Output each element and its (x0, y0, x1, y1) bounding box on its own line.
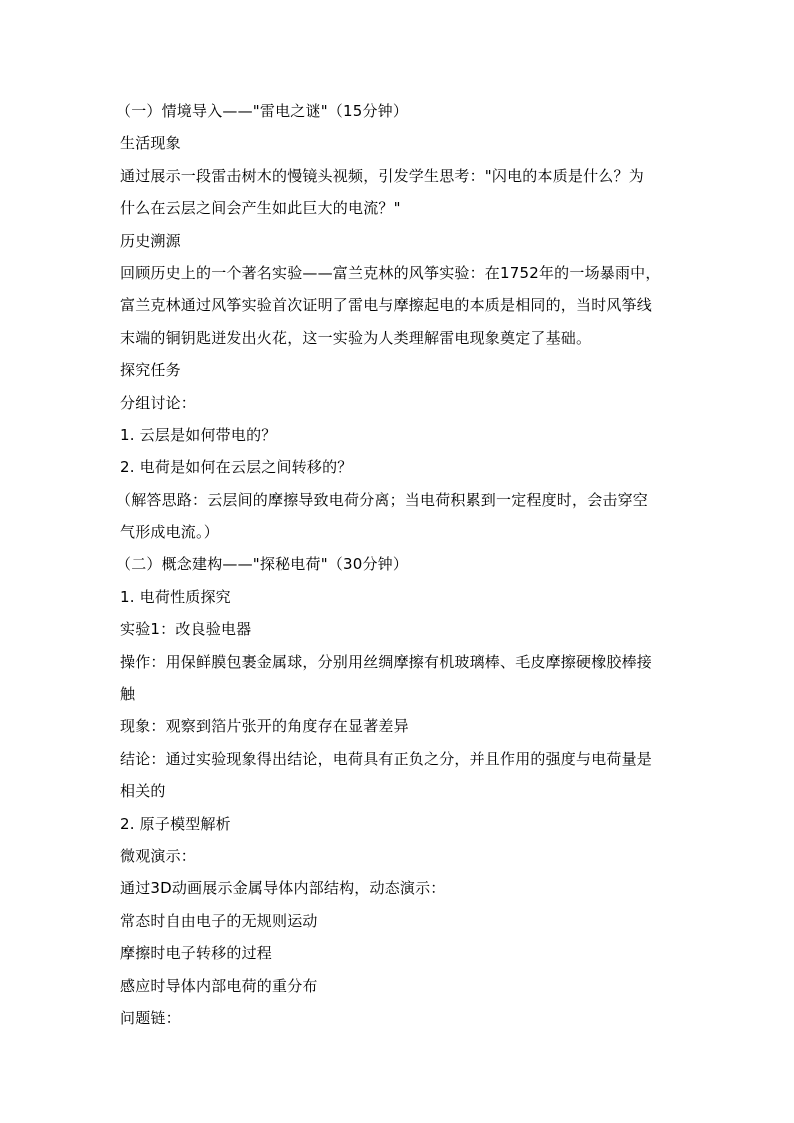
paragraph-line: 富兰克林通过风筝实验首次证明了雷电与摩擦起电的本质是相同的，当时风筝线 (120, 296, 653, 315)
section-heading-1: （一）情境导入——"雷电之谜"（15分钟） (116, 102, 409, 120)
paragraph-line: 分组讨论： (120, 393, 197, 412)
paragraph-line: 现象：观察到箔片张开的角度存在显著差异 (120, 717, 409, 736)
paragraph-line: 回顾历史上的一个著名实验——富兰克林的风筝实验：在1752年的一场暴雨中， (120, 263, 661, 282)
subheading-life-phenomenon: 生活现象 (120, 134, 181, 153)
paragraph-line: 末端的铜钥匙迸发出火花，这一实验为人类理解雷电现象奠定了基础。 (120, 328, 592, 347)
paragraph-line: 操作：用保鲜膜包裹金属球，分别用丝绸摩擦有机玻璃棒、毛皮摩擦硬橡胶棒接 (120, 652, 653, 671)
list-item: 1. 电荷性质探究 (120, 587, 231, 606)
paragraph-line: 通过3D动画展示金属导体内部结构，动态演示： (120, 879, 446, 898)
paragraph-line: 问题链： (120, 1008, 181, 1027)
subheading-inquiry-task: 探究任务 (120, 361, 181, 380)
paragraph-line: 常态时自由电子的无规则运动 (120, 911, 318, 930)
list-item: 2. 电荷是如何在云层之间转移的？ (120, 458, 353, 477)
paragraph-line: 感应时导体内部电荷的重分布 (120, 976, 318, 995)
paragraph-line: 通过展示一段雷击树木的慢镜头视频，引发学生思考："闪电的本质是什么？为 (120, 166, 644, 185)
section-heading-2: （二）概念建构——"探秘电荷"（30分钟） (116, 555, 409, 574)
paragraph-line: 微观演示： (120, 846, 197, 865)
paragraph-line: 气形成电流。） (120, 523, 219, 542)
subheading-history: 历史溯源 (120, 231, 181, 250)
paragraph-line: 触 (120, 685, 136, 704)
paragraph-line: 结论：通过实验现象得出结论，电荷具有正负之分，并且作用的强度与电荷量是 (120, 749, 653, 768)
paragraph-line: 实验1：改良验电器 (120, 620, 252, 639)
paragraph-line: 摩擦时电子转移的过程 (120, 944, 273, 963)
paragraph-line: 相关的 (120, 782, 166, 801)
list-item: 1. 云层是如何带电的？ (120, 425, 277, 444)
list-item: 2. 原子模型解析 (120, 814, 231, 833)
document-page (116, 95, 680, 1034)
paragraph-line: （解答思路：云层间的摩擦导致电荷分离；当电荷积累到一定程度时，会击穿空 (116, 490, 649, 509)
paragraph-line: 什么在云层之间会产生如此巨大的电流？" (120, 199, 401, 218)
